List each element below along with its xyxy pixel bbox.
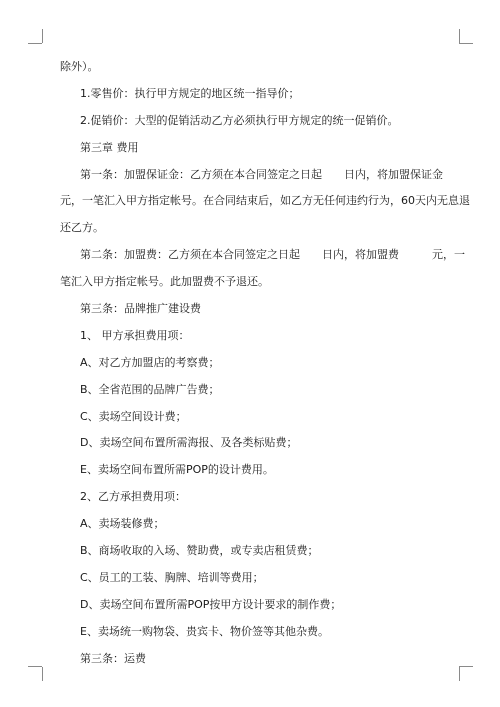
crop-mark-top-right-h bbox=[459, 43, 473, 44]
crop-mark-bottom-right-v bbox=[459, 667, 460, 681]
list-item: B、商场收取的入场、赞助费，或专卖店租赁费； bbox=[80, 544, 319, 558]
list-item: C、卖场空间设计费； bbox=[80, 409, 187, 423]
paragraph-line: 笔汇入甲方指定帐号。此加盟费不予退还。 bbox=[60, 275, 269, 289]
crop-mark-bottom-left-v bbox=[42, 667, 43, 681]
crop-mark-bottom-right-h bbox=[459, 666, 473, 667]
chapter-heading: 第三章 费用 bbox=[80, 140, 139, 154]
list-item: D、卖场空间布置所需海报、及各类标贴费； bbox=[80, 436, 298, 450]
crop-mark-top-left-h bbox=[28, 43, 42, 44]
paragraph-line: 除外）。 bbox=[60, 60, 99, 73]
paragraph-line: 1.零售价：执行甲方规定的地区统一指导价； bbox=[80, 86, 300, 100]
crop-mark-bottom-left-h bbox=[28, 666, 42, 667]
paragraph-line: 第一条：加盟保证金：乙方须在本合同签定之日起 日内，将加盟保证金 bbox=[80, 167, 443, 181]
document-body bbox=[60, 59, 470, 666]
crop-mark-top-right-v bbox=[459, 29, 460, 43]
paragraph-line: 元，一笔汇入甲方指定帐号。在合同结束后，如乙方无任何违约行为，60天内无息退 bbox=[60, 194, 470, 208]
list-item: D、卖场空间布置所需POP按甲方设计要求的制作费； bbox=[80, 597, 342, 611]
paragraph-line: 还乙方。 bbox=[60, 221, 104, 235]
section-heading: 第三条：品牌推广建设费 bbox=[80, 302, 201, 316]
list-item: A、卖场装修费； bbox=[80, 517, 165, 531]
section-heading: 第三条：运费 bbox=[80, 651, 146, 665]
paragraph-line: 第二条：加盟费：乙方须在本合同签定之日起 日内，将加盟费 元，一 bbox=[80, 248, 465, 262]
crop-mark-top-left-v bbox=[42, 29, 43, 43]
list-item: E、卖场空间布置所需POP的设计费用。 bbox=[80, 463, 274, 477]
list-item: B、全省范围的品牌广告费； bbox=[80, 382, 220, 396]
list-heading: 2、乙方承担费用项： bbox=[80, 490, 186, 504]
list-heading: 1、 甲方承担费用项： bbox=[80, 328, 190, 342]
list-item: C、员工的工装、胸牌、培训等费用； bbox=[80, 570, 264, 584]
list-item: E、卖场统一购物袋、贵宾卡、物价签等其他杂费。 bbox=[80, 624, 329, 638]
list-item: A、对乙方加盟店的考察费； bbox=[80, 355, 220, 369]
paragraph-line: 2.促销价：大型的促销活动乙方必须执行甲方规定的统一促销价。 bbox=[80, 113, 399, 127]
